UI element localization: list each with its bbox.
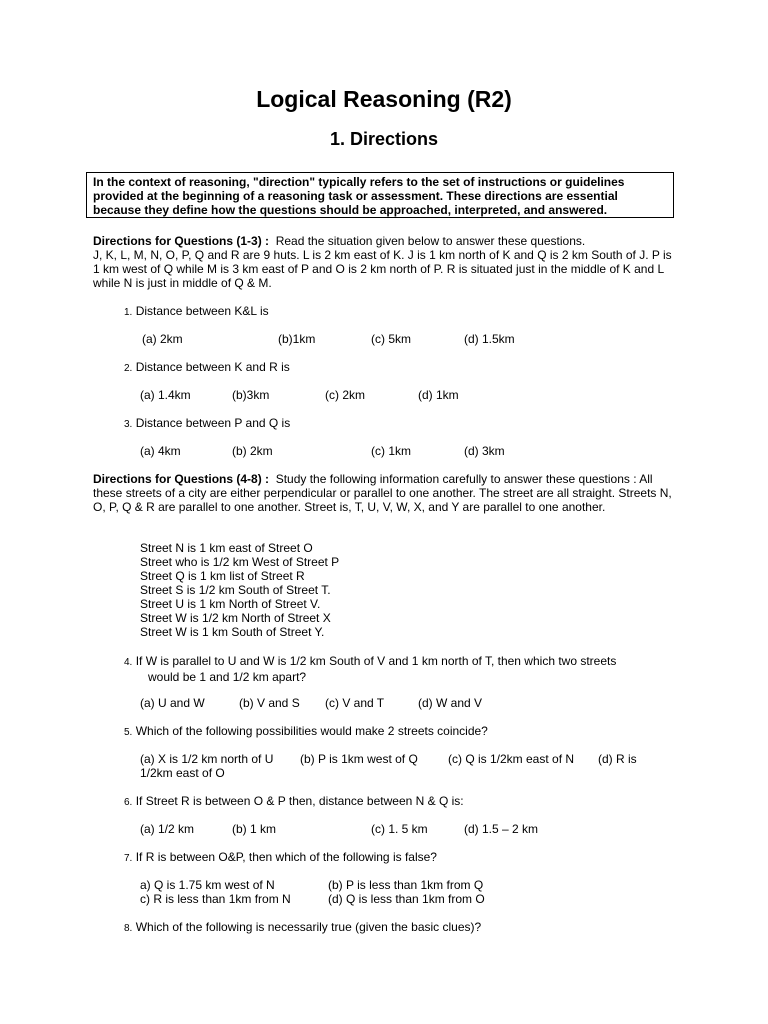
question-number: 4. (124, 657, 133, 668)
question-text-continued: would be 1 and 1/2 km apart? (148, 670, 307, 684)
question-text: Which of the following is necessarily true (given the basic clues)? (135, 920, 482, 934)
question-text: If W is parallel to U and W is 1/2 km South of V and 1 km north of T, then which two streets (135, 654, 617, 668)
q2-option-c: (c) 2km (325, 388, 365, 402)
section2-directions (93, 472, 675, 514)
q7-option-d: (d) Q is less than 1km from O (328, 892, 485, 906)
q1-option-b: (b)1km (278, 332, 316, 346)
question-8 (124, 920, 684, 936)
q1-option-c: (c) 5km (371, 332, 411, 346)
question-number: 8. (124, 923, 133, 934)
section2-heading: Directions for Questions (4-8) : (93, 472, 270, 486)
statement-item: Street U is 1 km North of Street V. (140, 597, 321, 611)
page-title: Logical Reasoning (R2) (256, 86, 512, 112)
q5-option-a: (a) X is 1/2 km north of U (140, 752, 274, 766)
question-number: 3. (124, 419, 133, 430)
question-text: Which of the following possibilities would make 2 streets coincide? (135, 724, 488, 738)
q1-option-d: (d) 1.5km (464, 332, 515, 346)
q2-option-a: (a) 1.4km (140, 388, 191, 402)
q2-option-b: (b)3km (232, 388, 270, 402)
section1-directions (93, 234, 675, 290)
q6-option-a: (a) 1/2 km (140, 822, 195, 836)
q4-option-b: (b) V and S (239, 696, 300, 710)
statement-item: Street W is 1 km South of Street Y. (140, 625, 325, 639)
question-1 (124, 304, 684, 320)
statement-item: Street N is 1 km east of Street O (140, 541, 313, 555)
q7-option-b: (b) P is less than 1km from Q (328, 878, 484, 892)
section1-body: J, K, L, M, N, O, P, Q and R are 9 huts. L is 2 km east of K. J is 1 km north of K and Q is 2 km South of J. P is 1 km west of Q while M is 3 km east of P and O is 2 km north of P. R is situated just in the middle of K and L while N is just in middle of Q & M. (93, 248, 672, 290)
question-number: 7. (124, 853, 133, 864)
q5-option-d: (d) R is (598, 752, 637, 766)
section1-heading: Directions for Questions (1-3) : (93, 234, 270, 248)
question-number: 5. (124, 727, 133, 738)
question-3 (124, 416, 684, 432)
question-4 (124, 654, 684, 684)
q4-option-d: (d) W and V (418, 696, 483, 710)
q4-option-a: (a) U and W (140, 696, 205, 710)
question-text: Distance between P and Q is (135, 416, 291, 430)
question-5 (124, 724, 684, 740)
q7-option-c: c) R is less than 1km from N (140, 892, 291, 906)
q6-option-d: (d) 1.5 – 2 km (464, 822, 539, 836)
q3-option-b: (b) 2km (232, 444, 273, 458)
q3-option-d: (d) 3km (464, 444, 505, 458)
question-number: 2. (124, 363, 133, 374)
question-text: If Street R is between O & P then, distance between N & Q is: (135, 794, 464, 808)
section-title: 1. Directions (329, 129, 439, 149)
q5-option-d-continued: 1/2km east of O (140, 766, 225, 780)
statement-item: Street Q is 1 km list of Street R (140, 569, 305, 583)
section2-heading-text: Study the following information carefully to answer these questions : All these streets of a city are either perpendicular or parallel to one another. The street are all straight. Streets N, O, P, Q & R are parallel to one another. Street is, T, U, V, W, X, and Y are parallel to one another. (93, 472, 672, 514)
q5-option-c: (c) Q is 1/2km east of N (448, 752, 575, 766)
question-number: 1. (124, 307, 133, 318)
statement-item: Street W is 1/2 km North of Street X (140, 611, 331, 625)
question-7 (124, 850, 684, 866)
question-6 (124, 794, 684, 810)
q6-option-c: (c) 1. 5 km (371, 822, 428, 836)
q2-option-d: (d) 1km (418, 388, 459, 402)
q3-option-c: (c) 1km (371, 444, 411, 458)
q3-option-a: (a) 4km (140, 444, 181, 458)
q5-option-b: (b) P is 1km west of Q (300, 752, 418, 766)
statement-item: Street who is 1/2 km West of Street P (140, 555, 340, 569)
q4-option-c: (c) V and T (325, 696, 385, 710)
intro-box: In the context of reasoning, "direction" typically refers to the set of instructions or guidelines provided at the beginning of a reasoning task or assessment. These directions are essential because they define how the questions should be approached, interpreted, and answered. (86, 172, 674, 218)
question-2 (124, 360, 684, 376)
question-text: If R is between O&P, then which of the following is false? (135, 850, 437, 864)
question-text: Distance between K&L is (135, 304, 269, 318)
q1-option-a: (a) 2km (142, 332, 183, 346)
statement-item: Street S is 1/2 km South of Street T. (140, 583, 331, 597)
section1-heading-text: Read the situation given below to answer these questions. (275, 234, 586, 248)
street-statements (140, 541, 540, 639)
q7-option-a: a) Q is 1.75 km west of N (140, 878, 275, 892)
question-text: Distance between K and R is (135, 360, 290, 374)
question-number: 6. (124, 797, 133, 808)
q6-option-b: (b) 1 km (232, 822, 277, 836)
